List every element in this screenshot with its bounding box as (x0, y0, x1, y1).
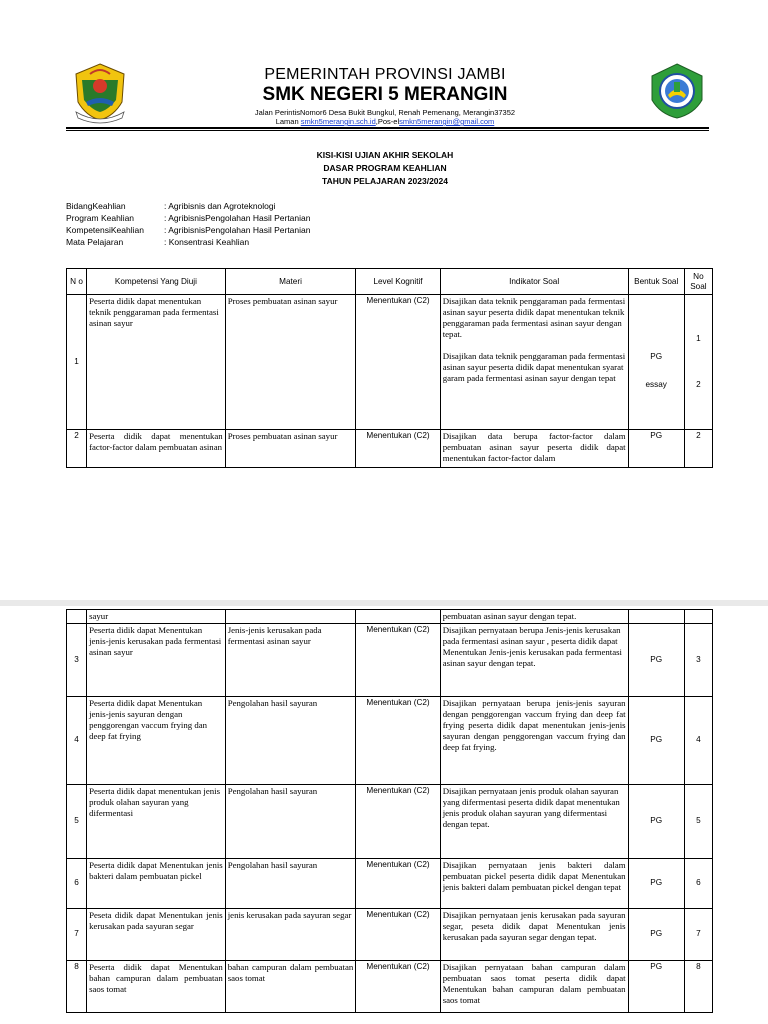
row-indikator: pembuatan asinan sayur dengan tepat. (440, 610, 628, 624)
info-row (66, 200, 310, 212)
header-no: N o (67, 269, 87, 295)
email-label: ,Pos-el (375, 117, 400, 126)
row-kompetensi: Peseta didik dapat Menentukan jenis kerusakan pada sayuran segar (87, 909, 226, 961)
table-header-row (67, 269, 713, 295)
row-no-soal: 8 (684, 961, 712, 1013)
row-bentuk (628, 295, 684, 430)
row-bentuk (628, 610, 684, 624)
row-no: 4 (67, 697, 87, 785)
row-no: 6 (67, 859, 87, 909)
merangin-regency-emblem-icon (648, 62, 706, 120)
row-bentuk: PG (628, 961, 684, 1013)
row-level: Menentukan (C2) (356, 909, 440, 961)
row-no: 8 (67, 961, 87, 1013)
table-row-continued (67, 610, 713, 624)
row-no-soal: 7 (684, 909, 712, 961)
row-materi: bahan campuran dalam pembuatan saos tomat (225, 961, 356, 1013)
school-contacts (150, 117, 620, 126)
row-indikator: Disajikan pernyataan jenis produk olahan sayuran yang difermentasi peserta didik dapat menentukan jenis produk olahan sayuran yang difermentasi dengan tepat. (440, 785, 628, 859)
header-indikator: Indikator Soal (440, 269, 628, 295)
row-materi: Jenis-jenis kerusakan pada fermentasi asinan sayur (225, 624, 356, 697)
table-row (67, 785, 713, 859)
row-no-soal (684, 295, 712, 430)
row-materi: Pengolahan hasil sayuran (225, 785, 356, 859)
row-level: Menentukan (C2) (356, 624, 440, 697)
row-bentuk: PG (628, 785, 684, 859)
jambi-province-emblem-icon (72, 62, 128, 124)
header-bentuk: Bentuk Soal (628, 269, 684, 295)
row-kompetensi: Peserta didik dapat menentukan factor-factor dalam pembuatan asinan (87, 430, 226, 468)
row-no: 7 (67, 909, 87, 961)
row-no (67, 610, 87, 624)
row-no: 3 (67, 624, 87, 697)
row-bentuk: PG (628, 624, 684, 697)
table-row (67, 909, 713, 961)
row-kompetensi: sayur (87, 610, 226, 624)
row-materi: jenis kerusakan pada sayuran segar (225, 909, 356, 961)
row-level (356, 610, 440, 624)
row-no-soal: 5 (684, 785, 712, 859)
header-materi: Materi (225, 269, 356, 295)
row-materi: Pengolahan hasil sayuran (225, 697, 356, 785)
row-no-soal: 4 (684, 697, 712, 785)
info-key: BidangKeahlian (66, 201, 126, 211)
row-bentuk: PG (628, 697, 684, 785)
letterhead-divider-thin (66, 130, 709, 131)
row-kompetensi: Peserta didik dapat Menentukan jenis-jenis kerusakan pada fermentasi asinan sayur (87, 624, 226, 697)
row-indikator: Disajikan pernyataan jenis bakteri dalam pembuatan pickel peserta didik dapat Menentukan jenis bakteri dalam pembuatan pickel dengan tepat (440, 859, 628, 909)
row-no: 5 (67, 785, 87, 859)
row-level: Menentukan (C2) (356, 697, 440, 785)
table-row (67, 624, 713, 697)
document-subtitle: DASAR PROGRAM KEAHLIAN (323, 163, 447, 173)
row-level: Menentukan (C2) (356, 295, 440, 430)
row-indikator (440, 295, 628, 430)
letterhead-divider-thick (66, 127, 709, 129)
row-no-soal (684, 610, 712, 624)
row-kompetensi: Peserta didik dapat Menentukan jenis-jenis sayuran dengan penggorengan vaccum frying dan deep fat frying (87, 697, 226, 785)
row-no-soal: 6 (684, 859, 712, 909)
info-key: KompetensiKeahlian (66, 225, 144, 235)
indikator-b: Disajikan data teknik penggaraman pada fermentasi asinan sayur peserta didik dapat menentukan syarat garam pada fermentasi asinan sayur dengan tepat (442, 351, 626, 383)
info-key: Program Keahlian (66, 213, 135, 223)
info-value: : AgribisnisPengolahan Hasil Pertanian (164, 213, 311, 223)
table-row (67, 859, 713, 909)
info-key: Mata Pelajaran (66, 237, 124, 247)
header-no-soal: No Soal (684, 269, 712, 295)
row-indikator: Disajikan pernyataan bahan campuran dalam pembuatan saos tomat peserta didik dapat Menentukan bahan campuran dalam pembuatan saos tomat (440, 961, 628, 1013)
row-level: Menentukan (C2) (356, 859, 440, 909)
header-kompetensi: Kompetensi Yang Diuji (87, 269, 226, 295)
kisi-kisi-table-continued (66, 609, 713, 1013)
table-row (67, 961, 713, 1013)
row-indikator: Disajikan data berupa factor-factor dalam pembuatan asinan sayur peserta didik dapat menentukan factor-factor dalam (440, 430, 628, 468)
row-materi (225, 610, 356, 624)
row-materi: Pengolahan hasil sayuran (225, 859, 356, 909)
bentuk-a: PG (650, 351, 663, 361)
info-value: : Konsentrasi Keahlian (164, 237, 250, 247)
indikator-a: Disajikan data teknik penggaraman pada fermentasi asinan sayur peserta didik dapat menentukan teknik penggaraman pada fermentasi asinan sayur dengan tepat. (442, 296, 626, 339)
row-indikator: Disajikan pernyataan jenis kerusakan pada sayuran segar, peseta didik dapat Menentukan jenis kerusakan pada sayuran segar dengan tepat. (440, 909, 628, 961)
kisi-kisi-table (66, 268, 713, 468)
row-no: 1 (67, 295, 87, 430)
document-title: KISI-KISI UJIAN AKHIR SEKOLAH (316, 150, 454, 160)
info-value: : AgribisnisPengolahan Hasil Pertanian (164, 225, 311, 235)
info-row (66, 224, 310, 236)
table-row (67, 430, 713, 468)
row-materi: Proses pembuatan asinan sayur (225, 430, 356, 468)
header-level: Level Kognitif (356, 269, 440, 295)
info-value: : Agribisnis dan Agroteknologi (164, 201, 276, 211)
info-row (66, 236, 310, 248)
row-level: Menentukan (C2) (356, 961, 440, 1013)
website-label: Laman (275, 117, 299, 126)
bentuk-b: essay (645, 380, 667, 389)
school-name: SMK NEGERI 5 MERANGIN (262, 84, 508, 105)
document-info (66, 200, 310, 248)
email-link[interactable]: smkn5merangin@gmail.com (399, 117, 495, 126)
row-bentuk: PG (628, 430, 684, 468)
academic-year: TAHUN PELAJARAN 2023/2024 (322, 176, 448, 186)
no-soal-b: 2 (696, 380, 701, 389)
no-soal-a: 1 (696, 333, 701, 343)
row-kompetensi: Peserta didik dapat menentukan jenis produk olahan sayuran yang difermentasi (87, 785, 226, 859)
row-materi: Proses pembuatan asinan sayur (225, 295, 356, 430)
row-indikator: Disajikan pernyataan berupa Jenis-jenis kerusakan pada fermentasi asinan sayur , peserta didik dapat Menentukan Jenis-jenis kerusakan pada fermentasi asinan sayur dengan tepat. (440, 624, 628, 697)
website-link[interactable]: smkn5merangin.sch.id (300, 117, 376, 126)
table-row (67, 697, 713, 785)
table-row (67, 295, 713, 430)
row-no-soal: 2 (684, 430, 712, 468)
row-kompetensi: Peserta didik dapat Menentukan bahan campuran dalam pembuatan saos tomat (87, 961, 226, 1013)
info-row (66, 212, 310, 224)
row-indikator: Disajikan pernyataan berupa jenis-jenis sayuran dengan penggorengan vaccum frying dan deep fat frying peserta didik dapat menentukan jenis-jenis sayuran dengan penggorengan vaccum frying dan deep fat frying. (440, 697, 628, 785)
government-name: PEMERINTAH PROVINSI JAMBI (264, 66, 506, 83)
row-kompetensi: Peserta didik dapat Menentukan jenis bakteri dalam pembuatan pickel (87, 859, 226, 909)
row-no-soal: 3 (684, 624, 712, 697)
row-bentuk: PG (628, 859, 684, 909)
row-level: Menentukan (C2) (356, 785, 440, 859)
row-bentuk: PG (628, 909, 684, 961)
school-address: Jalan PerintisNomor6 Desa Bukit Bungkul, Renah Pemenang, Merangin37352 (254, 108, 516, 117)
row-no: 2 (67, 430, 87, 468)
row-level: Menentukan (C2) (356, 430, 440, 468)
row-kompetensi: Peserta didik dapat menentukan teknik penggaraman pada fermentasi asinan sayur (87, 295, 226, 430)
